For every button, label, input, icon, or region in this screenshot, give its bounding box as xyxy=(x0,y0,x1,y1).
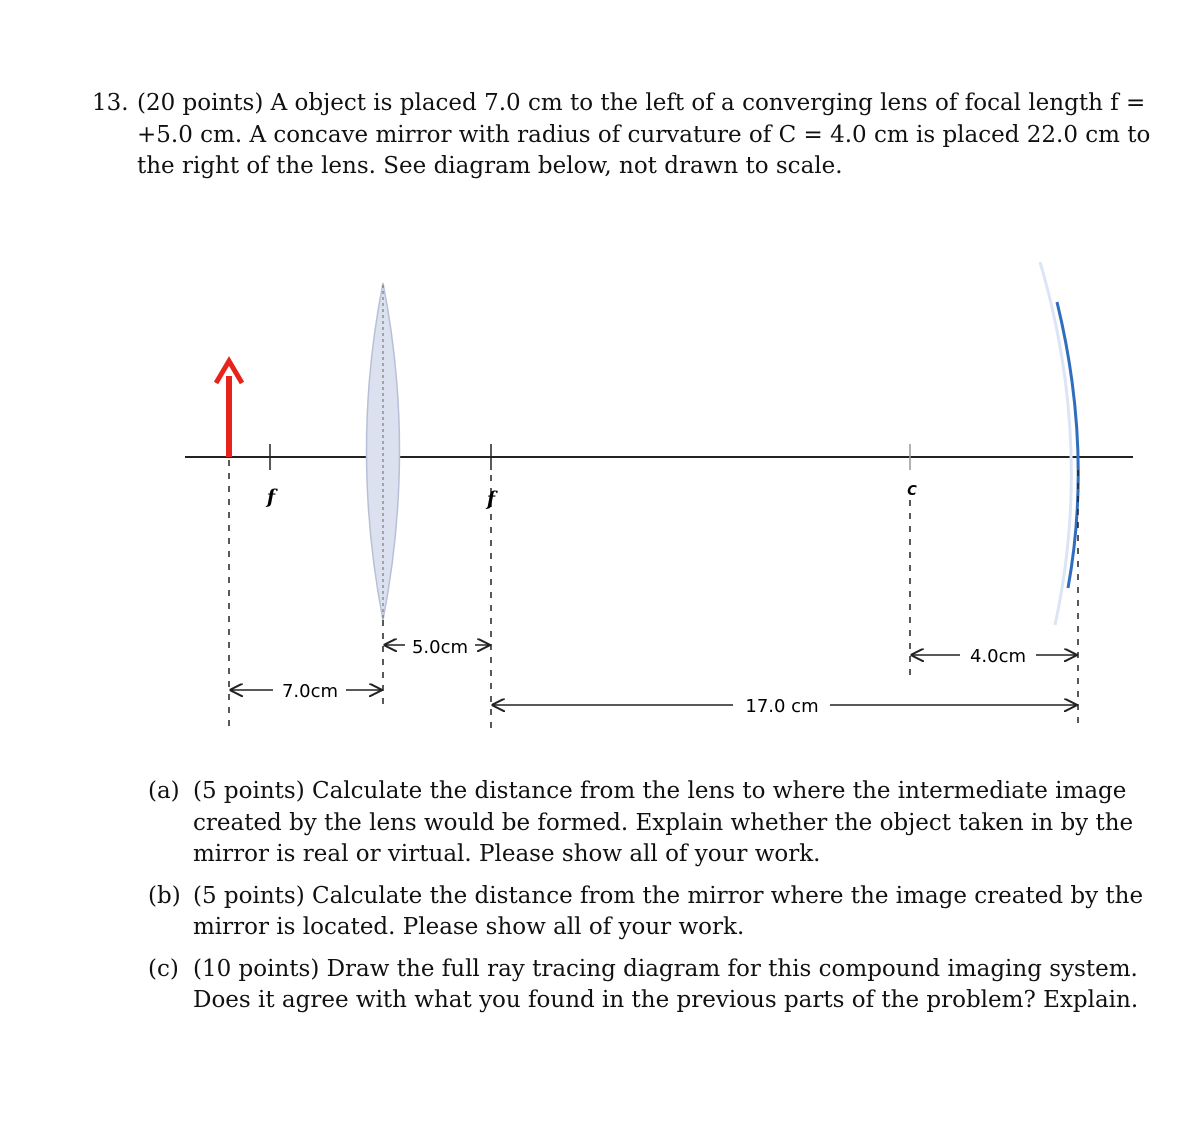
dim-center-mirror: 4.0cm xyxy=(969,646,1027,667)
part-line: Does it agree with what you found in the previous parts of the problem? Explain. xyxy=(193,987,1139,1013)
optics-diagram xyxy=(0,240,1180,740)
dim-object-lens: 7.0cm xyxy=(281,681,339,702)
problem-text xyxy=(137,88,1151,183)
statement-line: (20 points) A object is placed 7.0 cm to the left of a converging lens of focal length f = xyxy=(137,90,1146,116)
part-label: (c) xyxy=(148,955,179,982)
problem-parts xyxy=(148,776,1144,1027)
part-c xyxy=(148,954,1139,1017)
part-b xyxy=(148,881,1144,944)
part-a xyxy=(148,776,1134,871)
focal-label-right: f xyxy=(486,488,496,510)
part-line: (5 points) Calculate the distance from the mirror where the image created by the xyxy=(193,882,1144,909)
focal-label-left: f xyxy=(266,486,276,508)
part-line: (5 points) Calculate the distance from the lens to where the intermediate image xyxy=(193,778,1127,804)
part-label: (b) xyxy=(148,882,181,909)
problem-number: 13. xyxy=(92,90,129,116)
dim-lens-focal: 5.0cm xyxy=(411,637,469,658)
center-label: C xyxy=(907,484,917,499)
dim-focal-mirror: 17.0 cm xyxy=(745,696,819,717)
statement-line: the right of the lens. See diagram below, not drawn to scale. xyxy=(137,153,843,179)
part-line: created by the lens would be formed. Explain whether the object taken in by the xyxy=(193,809,1134,836)
part-line: mirror is located. Please show all of your work. xyxy=(193,914,745,940)
part-label: (a) xyxy=(148,778,180,804)
part-line: (10 points) Draw the full ray tracing diagram for this compound imaging system. xyxy=(193,955,1138,982)
part-line: mirror is real or virtual. Please show all of your work. xyxy=(193,841,821,867)
concave-mirror-faded xyxy=(1040,262,1071,625)
statement-line: +5.0 cm. A concave mirror with radius of curvature of C = 4.0 cm is placed 22.0 cm to xyxy=(137,121,1151,148)
problem-statement xyxy=(92,88,1151,183)
